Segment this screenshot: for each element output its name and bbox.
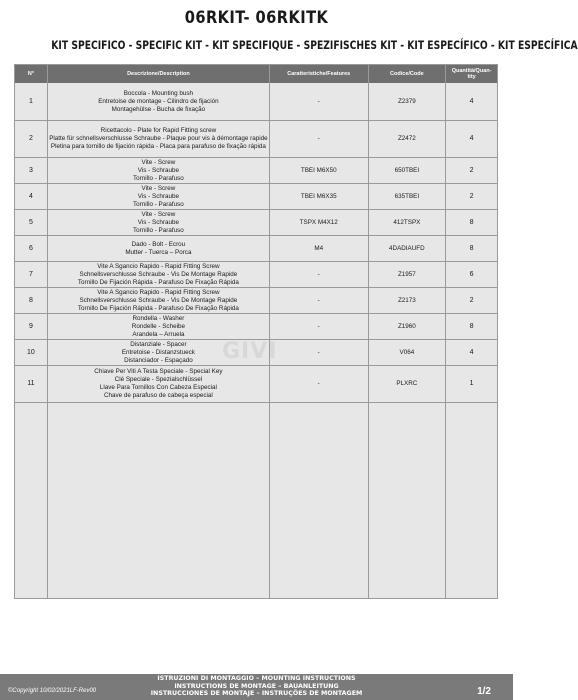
description-line: Vis - Schraube xyxy=(137,192,179,200)
table-row xyxy=(15,261,497,287)
description-line: Chave de parafuso de cabeça especial xyxy=(103,392,213,399)
row-number: 6 xyxy=(28,244,33,252)
document-title: 06RKIT- 06RKITK xyxy=(184,8,329,28)
description-line: Llave Para Tornillos Con Cabeza Especial xyxy=(99,384,217,391)
empty-cell xyxy=(47,403,269,598)
row-features: - xyxy=(269,314,368,339)
row-code: 650TBEI xyxy=(368,158,446,183)
row-number: 9 xyxy=(28,322,33,330)
table-header xyxy=(15,65,497,83)
row-description xyxy=(47,210,269,235)
watermark-logo: GIVI xyxy=(222,339,278,364)
description-line: Chiave Per Viti A Testa Speciale - Special Key xyxy=(94,368,223,375)
table-row xyxy=(15,120,497,157)
description-line: Tornillo - Parafuso xyxy=(133,226,184,234)
row-features: TBEI M6X35 xyxy=(269,184,368,209)
row-number: 8 xyxy=(28,296,33,304)
row-quantity: 2 xyxy=(445,158,497,183)
description-line: Distanciador - Espaçado xyxy=(124,356,193,364)
page-number: 1/2 xyxy=(477,686,491,697)
description-line: Vite - Screw xyxy=(141,210,176,218)
row-quantity: 2 xyxy=(445,288,497,313)
row-description xyxy=(47,184,269,209)
table-empty-area xyxy=(15,402,497,598)
description-line: Tornillo De Fijación Rápida - Parafuso De Fixação Rápida xyxy=(77,304,239,312)
row-description xyxy=(47,288,269,313)
row-features: - xyxy=(269,288,368,313)
row-number: 10 xyxy=(27,348,35,356)
row-code: Z2379 xyxy=(368,83,446,120)
row-description xyxy=(47,314,269,339)
description-line: Tornillo - Parafuso xyxy=(133,200,184,208)
row-features: M4 xyxy=(269,236,368,261)
row-quantity: 1 xyxy=(445,366,497,402)
parts-table xyxy=(14,64,498,599)
description-line: Montagehülse - Bucha de fixação xyxy=(111,105,206,113)
row-quantity: 8 xyxy=(445,210,497,235)
row-features: - xyxy=(269,340,368,365)
description-line: Platte für schnellsverschlusse Schraube - Plaque pour vis à démontage rapide xyxy=(49,135,268,142)
footer-line-2: INSTRUCTIONS DE MONTAGE – BAUANLEITUNG xyxy=(174,682,339,690)
row-code: Z2472 xyxy=(368,121,446,157)
table-row xyxy=(15,365,497,402)
table-row xyxy=(15,83,497,120)
row-quantity: 4 xyxy=(445,83,497,120)
row-number: 11 xyxy=(27,380,35,387)
row-quantity: 8 xyxy=(445,314,497,339)
row-number: 5 xyxy=(28,218,33,226)
header-quantity-line1: Quantità/Quan- xyxy=(451,67,492,74)
row-quantity: 6 xyxy=(445,262,497,287)
row-description xyxy=(47,158,269,183)
table-row xyxy=(15,235,497,261)
row-features: - xyxy=(269,262,368,287)
row-number: 2 xyxy=(28,135,33,142)
description-line: Dado - Bolt - Ecrou xyxy=(131,240,186,248)
row-code: Z1960 xyxy=(368,314,446,339)
description-line: Tornillo - Parafuso xyxy=(133,174,184,182)
footer-line-3: INSTRUCCIONES DE MONTAJE – INSTRUÇÕES DE MONTAGEM xyxy=(150,690,363,698)
description-line: Boccola - Mounting bush xyxy=(123,89,194,97)
row-description xyxy=(47,236,269,261)
description-line: Vite A Sgancio Rapido - Rapid Fitting Screw xyxy=(97,288,220,296)
header-quantity xyxy=(445,65,497,83)
description-line: Rondelle - Scheibe xyxy=(131,322,185,330)
description-line: Arandela – Arruela xyxy=(132,330,185,338)
empty-cell xyxy=(445,403,497,598)
footer-instructions xyxy=(0,675,513,698)
row-number: 7 xyxy=(28,270,33,278)
description-line: Vis - Schraube xyxy=(137,166,179,174)
empty-cell xyxy=(15,403,47,598)
description-line: Distanziale - Spacer xyxy=(130,340,187,348)
row-features: TBEI M6X50 xyxy=(269,158,368,183)
row-features: - xyxy=(269,83,368,120)
row-number: 1 xyxy=(28,97,33,105)
row-code: 4DADIAUFD xyxy=(368,236,446,261)
row-description xyxy=(47,262,269,287)
table-row xyxy=(15,183,497,209)
table-row xyxy=(15,313,497,339)
header-num: N° xyxy=(27,71,35,77)
row-quantity: 8 xyxy=(445,236,497,261)
description-line: Schnellsverschlusse Schraube - Vis De Montage Rapide xyxy=(79,296,238,304)
row-features: - xyxy=(269,121,368,157)
row-features: - xyxy=(269,366,368,402)
document-subtitle: KIT SPECIFICO - SPECIFIC KIT - KIT SPECIFIQUE - SPEZIFISCHES KIT - KIT ESPECÍFICO - KIT ESPECÍFICA xyxy=(51,38,578,52)
header-quantity-line2: tity xyxy=(467,74,476,80)
table-row xyxy=(15,209,497,235)
description-line: Vite - Screw xyxy=(141,158,176,166)
table-row xyxy=(15,287,497,313)
row-code: Z2173 xyxy=(368,288,446,313)
row-description xyxy=(47,121,269,157)
empty-cell xyxy=(269,403,368,598)
row-description xyxy=(47,83,269,120)
row-code: V064 xyxy=(368,340,446,365)
empty-cell xyxy=(368,403,446,598)
row-features: TSPX M4X12 xyxy=(269,210,368,235)
header-features: Caratteristiche/Features xyxy=(269,65,368,83)
row-number: 3 xyxy=(28,166,33,174)
description-line: Vite A Sgancio Rapido - Rapid Fitting Screw xyxy=(97,262,220,270)
table-row xyxy=(15,157,497,183)
description-line: Entretoise - Distanzstueck xyxy=(121,348,195,356)
footer-line-1: ISTRUZIONI DI MONTAGGIO – MOUNTING INSTRUCTIONS xyxy=(157,675,356,682)
description-line: Mutter - Tuerca – Porca xyxy=(125,248,192,256)
copyright-text: ©Copyright 10/02/2021LF-Rev00 xyxy=(8,688,97,694)
row-number: 4 xyxy=(28,192,33,200)
description-line: Ricettacolo - Plate for Rapid Fitting screw xyxy=(100,127,217,134)
row-code: 412TSPX xyxy=(368,210,446,235)
description-line: Pletina para tornillo de fijación rápida - Placa para parafuso de fixação rápida xyxy=(50,143,266,150)
row-quantity: 4 xyxy=(445,340,497,365)
description-line: Rondella - Washer xyxy=(132,314,185,322)
row-code: 635TBEI xyxy=(368,184,446,209)
row-description xyxy=(47,366,269,402)
row-quantity: 4 xyxy=(445,121,497,157)
description-line: Vis - Schraube xyxy=(137,218,179,226)
description-line: Schnellsverschlusse Schraube - Vis De Montage Rapide xyxy=(79,270,238,278)
row-code: PLXRC xyxy=(368,366,446,402)
row-quantity: 2 xyxy=(445,184,497,209)
description-line: Vite - Screw xyxy=(141,184,176,192)
description-line: Tornillo De Fijación Rápida - Parafuso De Fixação Rápida xyxy=(77,278,239,286)
description-line: Clé Speciale - Spezialschlüssel xyxy=(114,376,203,383)
header-description: Descrizione/Description xyxy=(47,65,269,83)
description-line: Entretoise de montage - Cilindro de fijación xyxy=(98,97,219,105)
header-code: Codice/Code xyxy=(368,65,446,83)
row-code: Z1957 xyxy=(368,262,446,287)
